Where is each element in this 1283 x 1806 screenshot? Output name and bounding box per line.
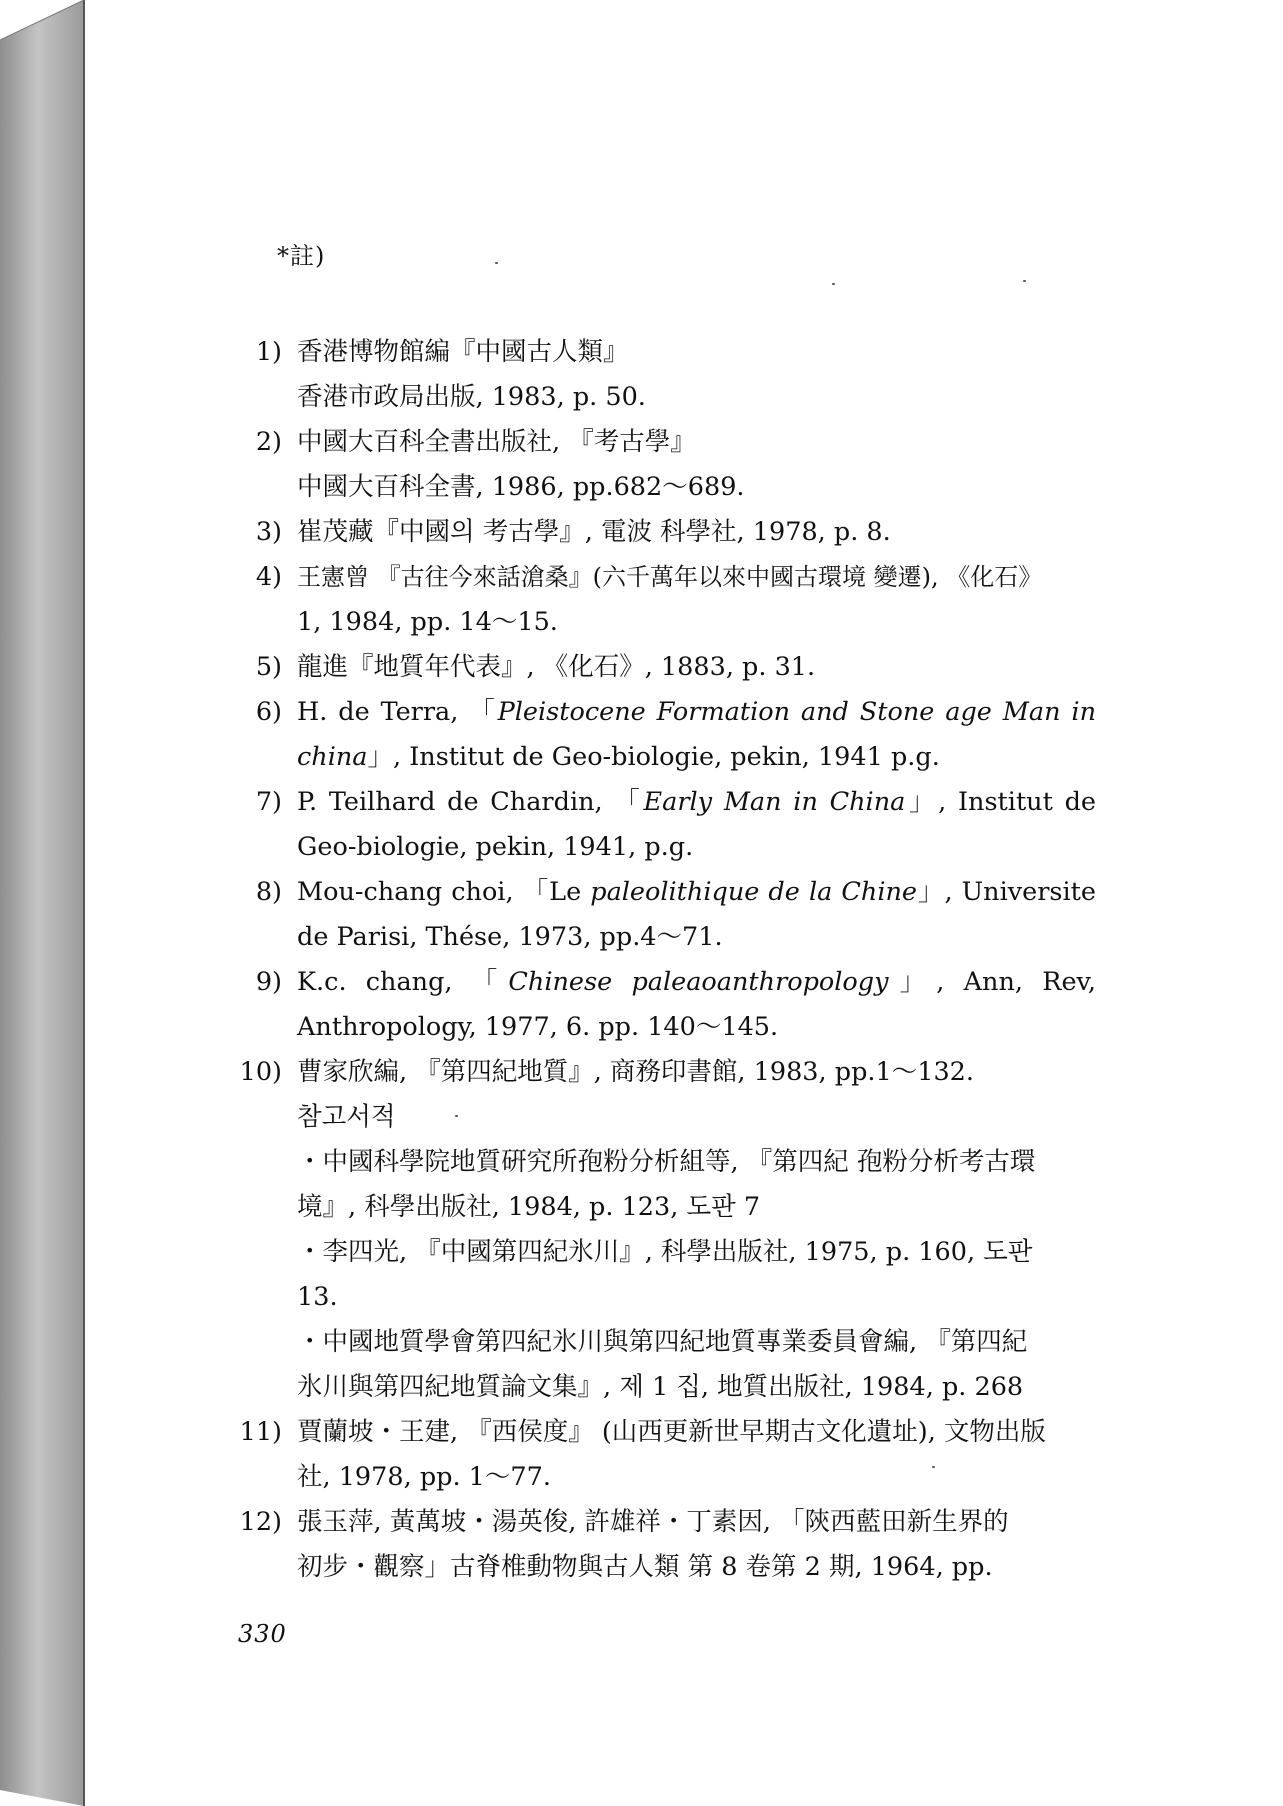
footnote-line: 香港博物館編『中國古人類』 <box>297 337 629 367</box>
footnote-line: 中國大百科全書, 1986, pp.682～689. <box>297 472 745 502</box>
footnote-line: ・中國地質學會第四紀氷川與第四紀地質專業委員會編, 『第四紀 <box>297 1327 1028 1357</box>
footnote-number: 12) <box>239 1507 282 1537</box>
page-number: 330 <box>238 1620 287 1648</box>
book-title: paleolithique de la Chine <box>590 877 917 907</box>
book-title: china <box>297 742 368 772</box>
scan-speck <box>932 1466 935 1468</box>
footnote-number: 1) <box>255 337 282 367</box>
footnote-12 <box>230 1500 1096 1590</box>
footnote-3 <box>230 510 1096 555</box>
footnote-number: 2) <box>255 427 282 457</box>
footnote-line: 崔茂藏『中國의 考古學』, 電波 科學社, 1978, p. 8. <box>297 517 891 547</box>
footnote-line <box>297 780 1096 825</box>
footnote-number: 5) <box>255 652 282 682</box>
footnote-number: 8) <box>255 877 282 907</box>
footnote-line <box>297 690 1096 735</box>
footnote-number: 3) <box>255 517 282 547</box>
footnote-number: 9) <box>255 967 282 997</box>
citation-text: H. de Terra, 「 <box>297 697 498 727</box>
notes-heading: *註) <box>277 242 326 270</box>
footnote-line: 中國大百科全書出版社, 『考古學』 <box>297 427 696 457</box>
book-title: Pleistocene Formation and Stone age Man in <box>497 697 1096 727</box>
footnote-line: 張玉萍, 黃萬坡・湯英俊, 許雄祥・丁素因, 「陝西藍田新生界的 <box>297 1507 1009 1537</box>
citation-text: P. Teilhard de Chardin, 「 <box>297 787 644 817</box>
footnote-subheading: 참고서적 <box>297 1102 396 1132</box>
footnote-line: 賈蘭坡・王建, 『西侯度』 (山西更新世早期古文化遺址), 文物出版 <box>297 1417 1046 1447</box>
footnote-list <box>230 330 1096 1590</box>
footnote-2 <box>230 420 1096 510</box>
footnote-4 <box>230 555 1096 645</box>
footnote-line <box>297 870 1096 915</box>
scan-speck <box>1023 280 1026 282</box>
footnote-line: 13. <box>297 1282 338 1312</box>
footnote-line: de Parisi, Thése, 1973, pp.4～71. <box>297 922 723 952</box>
footnote-line: 氷川與第四紀地質論文集』, 제 1 집, 地質出版社, 1984, p. 268 <box>297 1372 1024 1402</box>
footnote-5 <box>230 645 1096 690</box>
footnote-line <box>297 960 1096 1005</box>
citation-text: 」, Institut de <box>905 787 1097 817</box>
footnote-line: Anthropology, 1977, 6. pp. 140～145. <box>297 1012 779 1042</box>
citation-text: Mou-chang choi, 「Le <box>297 877 591 907</box>
footnote-line <box>297 735 1096 780</box>
footnote-number: 10) <box>239 1057 282 1087</box>
book-title: Early Man in China <box>643 787 906 817</box>
footnote-line: 王憲曾 『古往今來話滄桑』(六千萬年以來中國古環境 變遷), 《化石》 <box>297 563 1043 591</box>
footnote-number: 11) <box>239 1417 282 1447</box>
footnote-line: ・李四光, 『中國第四紀氷川』, 科學出版社, 1975, p. 160, 도판 <box>297 1237 1033 1267</box>
footnote-number: 7) <box>255 787 282 817</box>
footnote-line: ・中國科學院地質硏究所孢粉分析組等, 『第四紀 孢粉分析考古環 <box>297 1147 1036 1177</box>
footnote-line: 1, 1984, pp. 14～15. <box>297 607 558 637</box>
footnote-1 <box>230 330 1096 420</box>
footnote-line: 社, 1978, pp. 1～77. <box>297 1462 551 1492</box>
footnote-line: 境』, 科學出版社, 1984, p. 123, 도판 7 <box>297 1192 761 1222</box>
scan-speck <box>832 283 835 285</box>
footnote-11 <box>230 1410 1096 1500</box>
footnote-line: Geo-biologie, pekin, 1941, p.g. <box>297 832 694 862</box>
book-title: Chinese paleaoanthropology <box>508 967 889 997</box>
footnote-7 <box>230 780 1096 870</box>
footnote-6 <box>230 690 1096 780</box>
footnote-number: 6) <box>255 697 282 727</box>
citation-text: K.c. chang, 「 <box>297 967 509 997</box>
footnote-line: 初步・觀察」古脊椎動物與古人類 第 8 卷第 2 期, 1964, pp. <box>297 1552 993 1582</box>
citation-text: 」, Ann, Rev, <box>888 967 1097 997</box>
footnote-10 <box>230 1050 1096 1410</box>
scan-speck <box>495 262 498 264</box>
footnote-number: 4) <box>255 562 282 592</box>
book-spine-edge <box>0 0 86 1806</box>
footnote-line: 龍進『地質年代表』, 《化石》, 1883, p. 31. <box>297 652 816 682</box>
citation-text: 」, Institut de Geo-biologie, pekin, 1941 p.g. <box>367 742 940 772</box>
citation-text: 」, Universite <box>917 877 1096 907</box>
footnote-line: 曹家欣編, 『第四紀地質』, 商務印書館, 1983, pp.1～132. <box>297 1057 974 1087</box>
footnote-8 <box>230 870 1096 960</box>
footnote-9 <box>230 960 1096 1050</box>
footnote-line: 香港市政局出版, 1983, p. 50. <box>297 382 646 412</box>
scan-speck <box>455 1115 458 1117</box>
